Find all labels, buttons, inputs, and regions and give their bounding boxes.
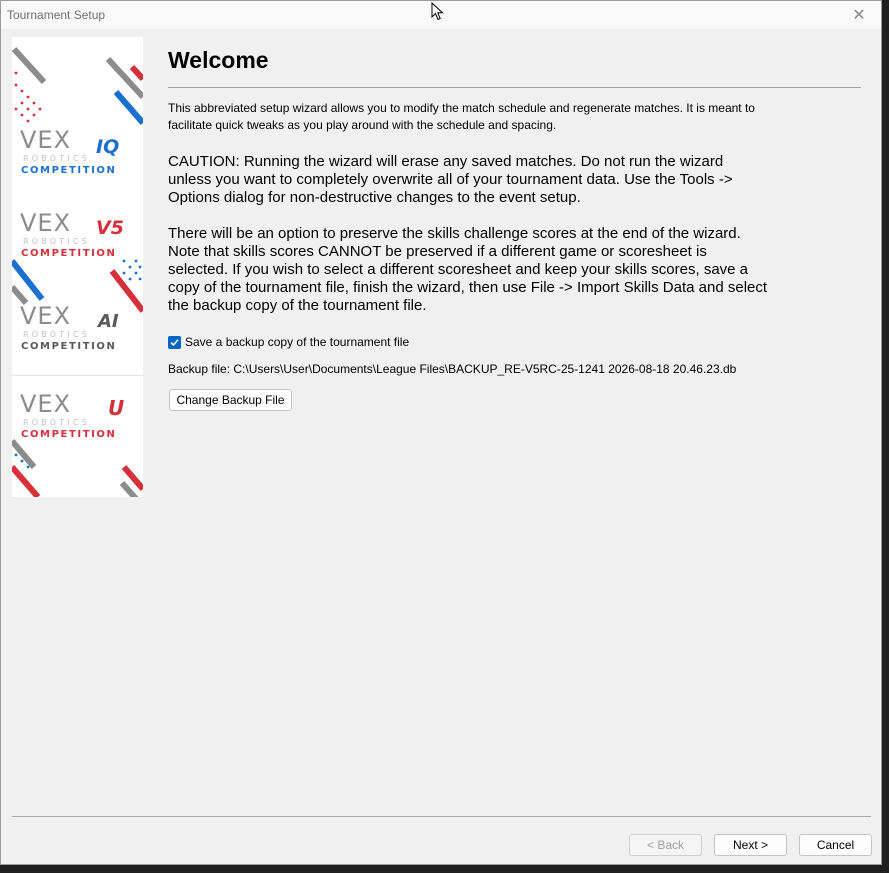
close-button[interactable] [837, 1, 881, 29]
window-title: Tournament Setup [7, 8, 106, 22]
mouse-cursor-icon [431, 2, 445, 22]
caution-text: CAUTION: Running the wizard will erase any saved matches. Do not run the wizard unless you want to completely overwrite all of your tournament data. Use the Tools -> Options dialog for non-destructive changes to the event setup. [168, 153, 733, 206]
close-icon: ✕ [852, 7, 866, 24]
back-button[interactable]: < Back [629, 834, 702, 856]
vex-ai-logo [20, 302, 119, 352]
svg-text:VEX: VEX [20, 302, 72, 330]
svg-text:IQ: IQ [96, 136, 120, 158]
dots-decoration-top [15, 72, 42, 123]
svg-text:ROBOTICS: ROBOTICS [23, 237, 91, 246]
logo-separator [12, 375, 143, 376]
svg-text:VEX: VEX [20, 390, 72, 418]
intro-text: This abbreviated setup wizard allows you to modify the match schedule and regenerate matches. It is meant to facilitate quick tweaks as you play around with the schedule and spacing. [168, 101, 755, 132]
page-title: Welcome [168, 47, 269, 73]
vex-logo-banner [12, 37, 143, 497]
skills-note-text: There will be an option to preserve the skills challenge scores at the end of the wizard. Note that skills scores CANNOT be preserved if a different game or scoresheet is selected. If you wish to select a different scoresheet and keep your skills scores, save a copy of the tournament file, finish the wizard, then use File -> Import Skills Data and select the backup copy of the tournament file. [168, 225, 768, 314]
svg-text:V5: V5 [96, 217, 124, 239]
svg-text:COMPETITION: COMPETITION [21, 429, 117, 440]
svg-text:ROBOTICS: ROBOTICS [23, 154, 91, 163]
svg-text:U: U [108, 396, 125, 420]
heading-divider [168, 87, 861, 88]
backup-file-info [168, 362, 736, 376]
cancel-button[interactable]: Cancel [799, 834, 872, 856]
stripe-decoration-bottom [12, 441, 143, 497]
stripe-decoration-top [14, 49, 143, 123]
backup-checkbox-label: Save a backup copy of the tournament file [185, 335, 410, 349]
next-button[interactable]: Next > [714, 834, 787, 856]
svg-text:COMPETITION: COMPETITION [21, 248, 117, 259]
svg-text:ROBOTICS: ROBOTICS [23, 418, 91, 427]
svg-text:VEX: VEX [20, 209, 72, 237]
svg-text:ROBOTICS: ROBOTICS [23, 330, 91, 339]
vex-iq-logo [20, 126, 119, 176]
vex-banner-graphic [12, 37, 143, 497]
backup-checkbox[interactable] [168, 336, 181, 349]
change-backup-file-button[interactable]: Change Backup File [169, 389, 292, 411]
checkmark-icon [170, 338, 179, 347]
backup-file-label: Backup file: [168, 362, 231, 376]
vex-u-logo [20, 390, 124, 440]
svg-text:VEX: VEX [20, 126, 72, 154]
backup-checkbox-row[interactable] [168, 335, 409, 349]
vex-v5-logo [20, 209, 124, 259]
svg-text:COMPETITION: COMPETITION [21, 165, 117, 176]
footer-divider [12, 816, 871, 817]
svg-text:AI: AI [98, 311, 119, 332]
backup-file-path: C:\Users\User\Documents\League Files\BACKUP_RE-V5RC-25-1241 2026-08-18 20.46.23.db [233, 362, 737, 376]
dots-decoration-middle [123, 260, 142, 281]
svg-text:COMPETITION: COMPETITION [21, 341, 117, 352]
